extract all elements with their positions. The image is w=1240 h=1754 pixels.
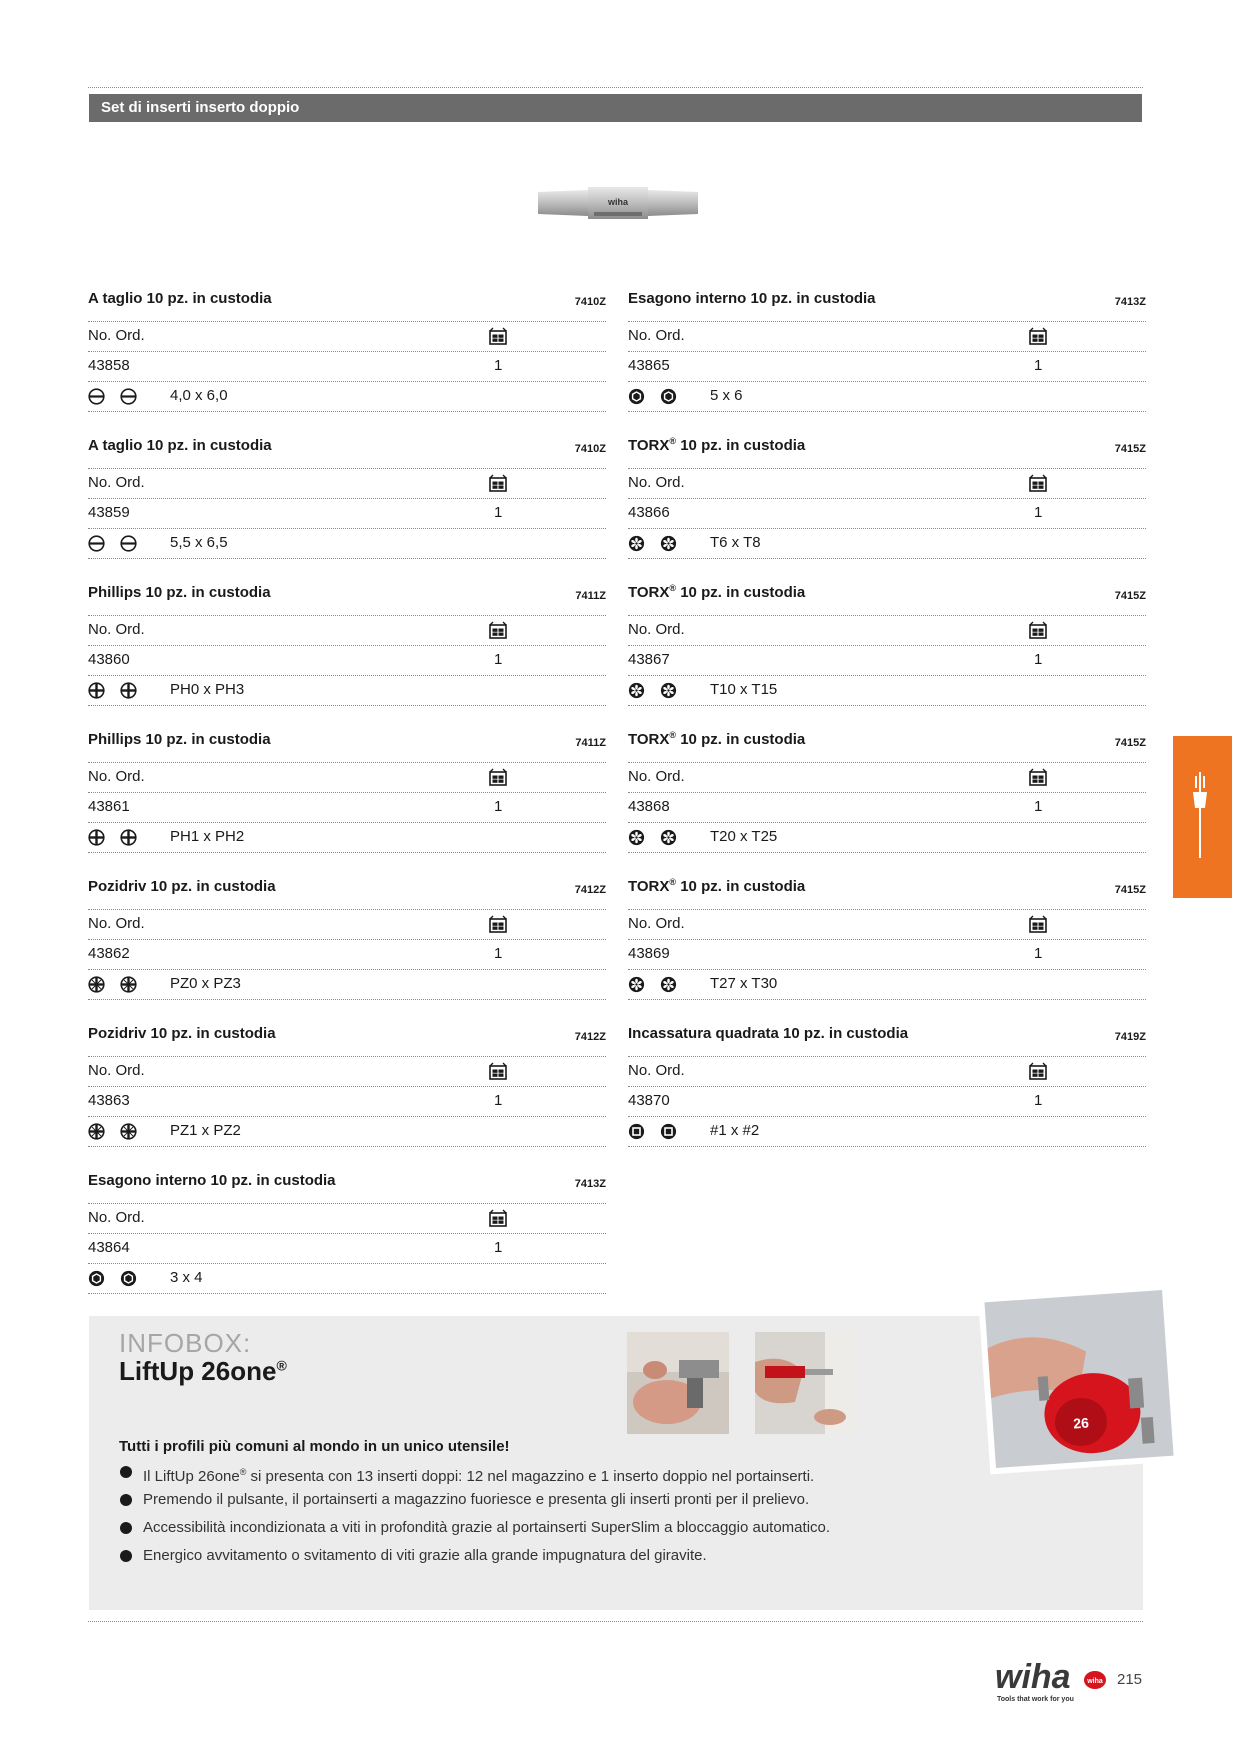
product-header [628, 433, 1146, 469]
product-title: Pozidriv 10 pz. in custodia [88, 1025, 276, 1042]
size-row [88, 970, 606, 1000]
product-block [88, 727, 606, 874]
size-row [88, 529, 606, 559]
product-code: 7412Z [574, 1031, 606, 1043]
bit-size: T20 x T25 [710, 828, 778, 845]
size-row [628, 970, 1146, 1000]
product-header [88, 1021, 606, 1057]
order-header-row [88, 322, 606, 352]
box-icon [489, 768, 507, 786]
phillips-icon [88, 829, 105, 846]
bit-size: T6 x T8 [710, 534, 761, 551]
torx-icon [628, 682, 645, 699]
product-title: TORX® 10 pz. in custodia [628, 877, 806, 895]
order-no-label: No. Ord. [88, 327, 145, 344]
quantity: 1 [1034, 1092, 1043, 1109]
product-header [88, 580, 606, 616]
order-row [88, 793, 606, 823]
order-number: 43863 [88, 1092, 130, 1109]
order-no-label: No. Ord. [88, 474, 145, 491]
box-icon [489, 621, 507, 639]
size-row [88, 1117, 606, 1147]
order-header-row [88, 763, 606, 793]
bit-size: 5,5 x 6,5 [170, 534, 228, 551]
phillips-icon [88, 682, 105, 699]
side-tab [1173, 736, 1232, 898]
slotted-icon [120, 388, 137, 405]
photo-hand-screwdriver [755, 1332, 857, 1434]
order-number: 43860 [88, 651, 130, 668]
square-icon [628, 1123, 645, 1140]
size-row [628, 529, 1146, 559]
product-title: TORX® 10 pz. in custodia [628, 436, 806, 454]
product-code: 7411Z [575, 737, 606, 749]
quantity: 1 [494, 504, 503, 521]
product-block [628, 727, 1146, 874]
product-title: Pozidriv 10 pz. in custodia [88, 878, 276, 895]
torx-icon [660, 535, 677, 552]
pozidriv-icon [88, 1123, 105, 1140]
quantity: 1 [494, 1239, 503, 1256]
order-row [628, 499, 1146, 529]
product-header [88, 874, 606, 910]
order-header-row [628, 763, 1146, 793]
product-block [88, 1021, 606, 1168]
order-row [628, 940, 1146, 970]
product-block [88, 580, 606, 727]
order-header-row [88, 910, 606, 940]
order-number: 43869 [628, 945, 670, 962]
square-icon [660, 1123, 677, 1140]
product-block [628, 286, 1146, 433]
product-title: TORX® 10 pz. in custodia [628, 583, 806, 601]
order-row [88, 499, 606, 529]
bullet-item: Il LiftUp 26one® si presenta con 13 inserti doppi: 12 nel magazzino e 1 inserto doppio nel portainserti. [119, 1463, 979, 1491]
phillips-icon [120, 829, 137, 846]
order-no-label: No. Ord. [628, 1062, 685, 1079]
pozidriv-icon [120, 976, 137, 993]
torx-icon [628, 829, 645, 846]
order-number: 43861 [88, 798, 130, 815]
bit-size: T10 x T15 [710, 681, 778, 698]
product-code: 7410Z [574, 443, 606, 455]
size-row [628, 382, 1146, 412]
quantity: 1 [1034, 504, 1043, 521]
quantity: 1 [1034, 357, 1043, 374]
quantity: 1 [1034, 798, 1043, 815]
product-code: 7415Z [1114, 737, 1146, 749]
slotted-icon [88, 388, 105, 405]
size-row [88, 1264, 606, 1294]
order-header-row [628, 322, 1146, 352]
box-icon [1029, 327, 1047, 345]
order-no-label: No. Ord. [628, 768, 685, 785]
product-block [88, 874, 606, 1021]
order-no-label: No. Ord. [628, 327, 685, 344]
bit-size: 4,0 x 6,0 [170, 387, 228, 404]
product-code: 7412Z [574, 884, 606, 896]
product-block [628, 433, 1146, 580]
bit-size: 5 x 6 [710, 387, 743, 404]
bit-size: PH0 x PH3 [170, 681, 245, 698]
order-row [88, 940, 606, 970]
product-block [628, 1021, 1146, 1168]
page-number: 215 [1117, 1671, 1143, 1688]
order-row [628, 1087, 1146, 1117]
size-row [88, 676, 606, 706]
product-header [628, 1021, 1146, 1057]
hex-icon [88, 1270, 105, 1287]
quantity: 1 [1034, 651, 1043, 668]
product-block [88, 286, 606, 433]
order-no-label: No. Ord. [88, 621, 145, 638]
product-header [88, 727, 606, 763]
bit-size: T27 x T30 [710, 975, 778, 992]
product-header [88, 286, 606, 322]
order-number: 43859 [88, 504, 130, 521]
hex-icon [660, 388, 677, 405]
infobox-label: INFOBOX: [119, 1328, 252, 1358]
box-icon [489, 474, 507, 492]
box-icon [1029, 768, 1047, 786]
torx-icon [660, 829, 677, 846]
quantity: 1 [494, 651, 503, 668]
product-title: A taglio 10 pz. in custodia [88, 290, 272, 307]
bit-size: PH1 x PH2 [170, 828, 245, 845]
quantity: 1 [494, 945, 503, 962]
order-no-label: No. Ord. [628, 915, 685, 932]
photo-finger-tool [627, 1332, 729, 1434]
order-header-row [88, 616, 606, 646]
product-code: 7415Z [1114, 884, 1146, 896]
order-header-row [628, 616, 1146, 646]
order-header-row [628, 1057, 1146, 1087]
order-no-label: No. Ord. [88, 768, 145, 785]
product-title: A taglio 10 pz. in custodia [88, 437, 272, 454]
product-title: Esagono interno 10 pz. in custodia [628, 290, 876, 307]
bullet-item: Premendo il pulsante, il portainserti a magazzino fuoriesce e presenta gli inserti pronti per il prelievo. [119, 1491, 979, 1519]
product-code: 7413Z [574, 1178, 606, 1190]
quantity: 1 [494, 1092, 503, 1109]
product-header [628, 580, 1146, 616]
box-icon [489, 915, 507, 933]
double-bit-image [536, 186, 700, 220]
torx-icon [628, 535, 645, 552]
product-block [88, 433, 606, 580]
order-no-label: No. Ord. [88, 1062, 145, 1079]
product-code: 7415Z [1114, 590, 1146, 602]
order-row [88, 646, 606, 676]
infobox-title: LiftUp 26one® [119, 1356, 287, 1386]
product-header [628, 874, 1146, 910]
hex-icon [628, 388, 645, 405]
size-row [628, 1117, 1146, 1147]
order-header-row [628, 910, 1146, 940]
order-number: 43866 [628, 504, 670, 521]
box-icon [489, 1062, 507, 1080]
product-header [628, 286, 1146, 322]
bullet-item: Energico avvitamento o svitamento di viti grazie alla grande impugnatura del giravite. [119, 1547, 979, 1575]
hex-icon [120, 1270, 137, 1287]
order-row [628, 646, 1146, 676]
torx-icon [660, 682, 677, 699]
order-number: 43865 [628, 357, 670, 374]
svg-text:26: 26 [1072, 1414, 1090, 1432]
order-no-label: No. Ord. [88, 915, 145, 932]
product-block [628, 580, 1146, 727]
torx-icon [660, 976, 677, 993]
product-block [628, 874, 1146, 1021]
bottom-divider [88, 1621, 1143, 1622]
section-title-bar: Set di inserti inserto doppio [89, 94, 1142, 122]
photo-liftup-26one [978, 1282, 1180, 1476]
box-icon [1029, 621, 1047, 639]
product-header [88, 433, 606, 469]
top-divider [88, 87, 1143, 88]
bit-size: #1 x #2 [710, 1122, 760, 1139]
order-number: 43870 [628, 1092, 670, 1109]
svg-text:wiha: wiha [1087, 1678, 1103, 1685]
bit-size: 3 x 4 [170, 1269, 203, 1286]
order-number: 43864 [88, 1239, 130, 1256]
left-column [88, 286, 606, 1315]
quantity: 1 [494, 798, 503, 815]
torx-icon [628, 976, 645, 993]
order-no-label: No. Ord. [628, 621, 685, 638]
product-title: Phillips 10 pz. in custodia [88, 731, 271, 748]
product-title: Incassatura quadrata 10 pz. in custodia [628, 1025, 909, 1042]
order-row [628, 793, 1146, 823]
order-row [88, 352, 606, 382]
product-code: 7413Z [1114, 296, 1146, 308]
size-row [88, 382, 606, 412]
phillips-icon [120, 682, 137, 699]
quantity: 1 [494, 357, 503, 374]
size-row [628, 823, 1146, 853]
product-title: Phillips 10 pz. in custodia [88, 584, 271, 601]
box-icon [489, 327, 507, 345]
screwdriver-icon [1173, 736, 1232, 898]
bullet-item: Accessibilità incondizionata a viti in profondità grazie al portainserti SuperSlim a bloccaggio automatico. [119, 1519, 979, 1547]
order-row [88, 1234, 606, 1264]
order-no-label: No. Ord. [628, 474, 685, 491]
box-icon [1029, 474, 1047, 492]
product-code: 7410Z [574, 296, 606, 308]
infobox-lead: Tutti i profili più comuni al mondo in un unico utensile! [119, 1438, 510, 1455]
order-header-row [88, 1057, 606, 1087]
tagline: Tools that work for you [997, 1696, 1074, 1703]
wiha-logo-mark [995, 1662, 1107, 1696]
quantity: 1 [1034, 945, 1043, 962]
box-icon [489, 1209, 507, 1227]
order-header-row [88, 469, 606, 499]
order-number: 43862 [88, 945, 130, 962]
order-no-label: No. Ord. [88, 1209, 145, 1226]
bit-size: PZ0 x PZ3 [170, 975, 241, 992]
size-row [88, 823, 606, 853]
product-title: TORX® 10 pz. in custodia [628, 730, 806, 748]
order-number: 43858 [88, 357, 130, 374]
svg-text:wiha: wiha [607, 197, 629, 207]
order-row [628, 352, 1146, 382]
order-header-row [88, 1204, 606, 1234]
bit-size: PZ1 x PZ2 [170, 1122, 241, 1139]
svg-text:wiha: wiha [995, 1662, 1071, 1696]
product-block [88, 1168, 606, 1315]
pozidriv-icon [88, 976, 105, 993]
product-title: Esagono interno 10 pz. in custodia [88, 1172, 336, 1189]
product-header [628, 727, 1146, 763]
box-icon [1029, 915, 1047, 933]
product-code: 7419Z [1114, 1031, 1146, 1043]
slotted-icon [120, 535, 137, 552]
pozidriv-icon [120, 1123, 137, 1140]
right-column [628, 286, 1146, 1168]
box-icon [1029, 1062, 1047, 1080]
product-code: 7415Z [1114, 443, 1146, 455]
order-row [88, 1087, 606, 1117]
order-number: 43867 [628, 651, 670, 668]
order-number: 43868 [628, 798, 670, 815]
size-row [628, 676, 1146, 706]
order-header-row [628, 469, 1146, 499]
infobox-bullets [119, 1463, 979, 1575]
product-header [88, 1168, 606, 1204]
slotted-icon [88, 535, 105, 552]
product-code: 7411Z [575, 590, 606, 602]
